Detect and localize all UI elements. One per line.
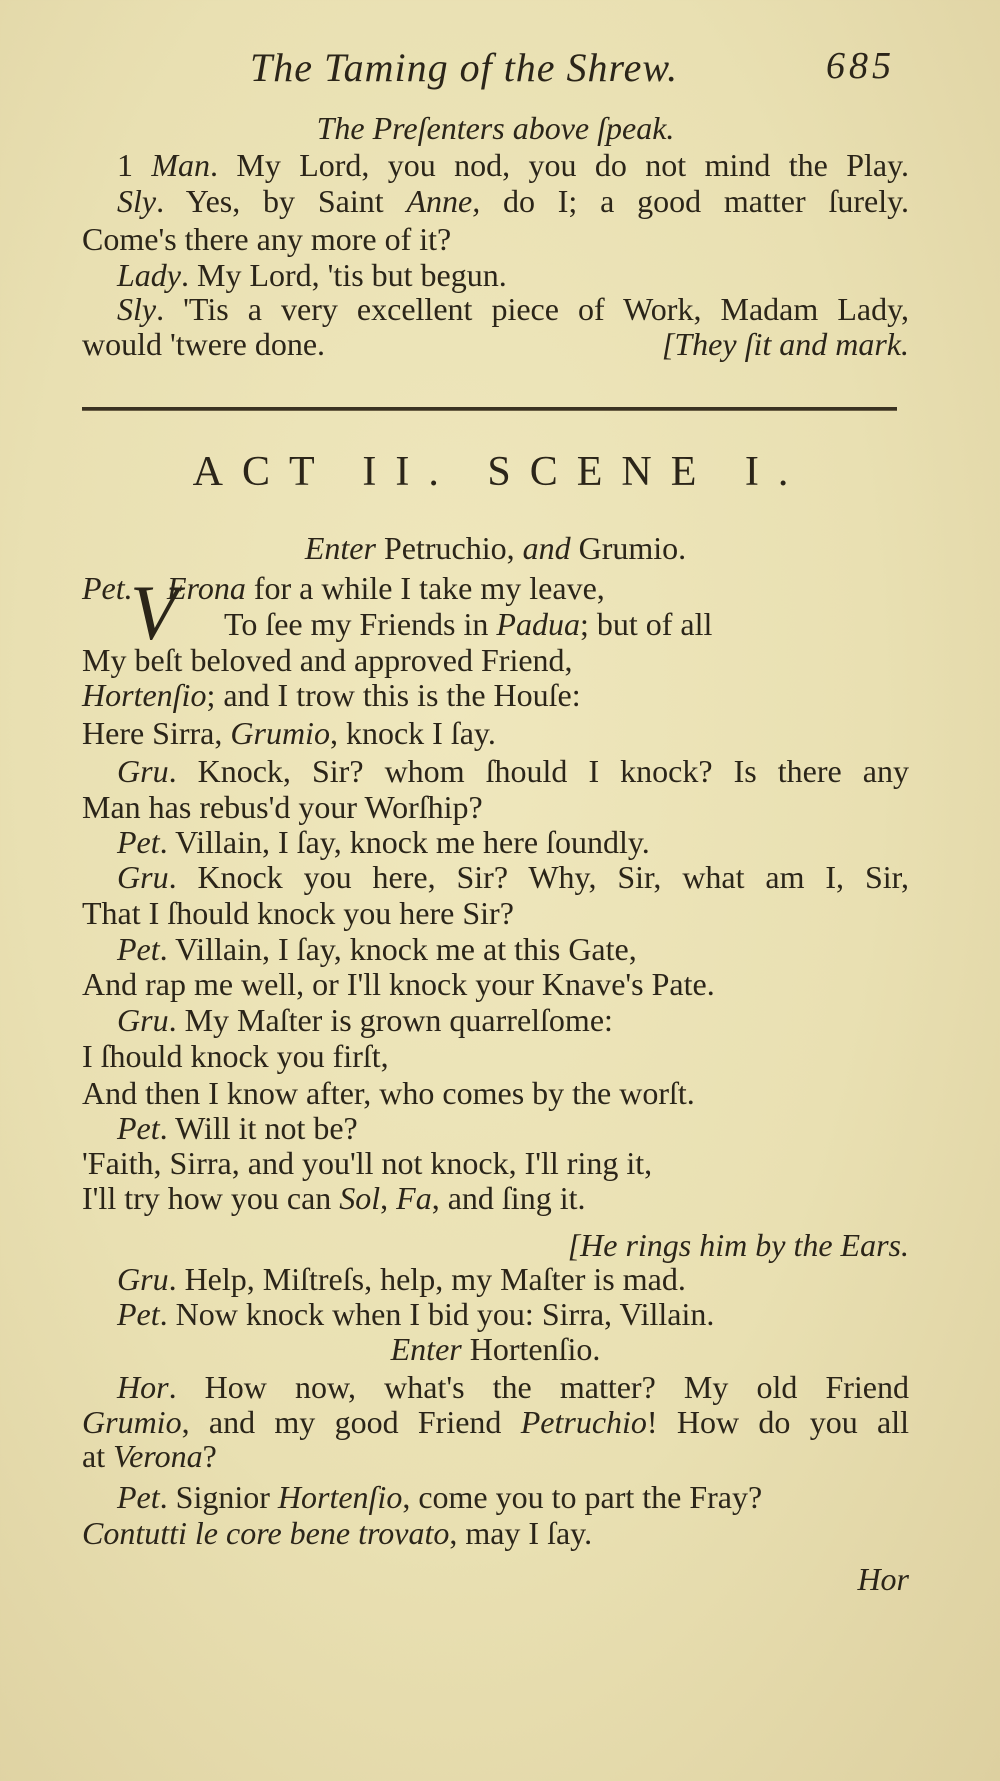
roman-text: Man has rebus'd your Worſhip? xyxy=(82,789,483,825)
italic-text: Gru xyxy=(117,859,169,895)
roman-text: , xyxy=(380,1180,397,1216)
text-line xyxy=(117,183,909,219)
roman-text: . 'Tis a very excellent piece of Work, Madam Lady, xyxy=(156,291,909,327)
roman-text: . How now, what's the matter? My old Friend xyxy=(168,1369,909,1405)
text-line xyxy=(82,1180,909,1216)
italic-text: Gru xyxy=(117,1261,169,1297)
italic-text: Hortenſio xyxy=(277,1479,403,1515)
text-line xyxy=(82,606,1000,642)
italic-text: Petruchio xyxy=(520,1404,647,1440)
roman-text: Here Sirra, xyxy=(82,715,231,751)
italic-text: Gru xyxy=(117,753,169,789)
text-line xyxy=(82,677,909,713)
italic-text: Enter xyxy=(304,530,384,566)
roman-text: would 'twere done. xyxy=(82,326,326,362)
roman-text: 'Faith, Sirra, and you'll not knock, I'll ring it, xyxy=(82,1145,653,1181)
italic-text: Hortenſio xyxy=(82,677,207,713)
text-line xyxy=(117,1369,909,1405)
text-line xyxy=(117,1479,909,1515)
roman-text: . Knock you here, Sir? Why, Sir, what am I, Sir, xyxy=(168,859,909,895)
roman-text: . My Lord, you nod, you do not mind the Play. xyxy=(210,147,910,183)
roman-text: , may I ſay. xyxy=(449,1515,593,1551)
text-line xyxy=(117,1110,909,1146)
italic-text: Pet xyxy=(117,824,160,860)
roman-text: My beſt beloved and approved Friend, xyxy=(82,642,573,678)
roman-text: . Villain, I ſay, knock me here ſoundly. xyxy=(159,824,650,860)
roman-text: at xyxy=(82,1438,114,1474)
text-line xyxy=(117,147,909,183)
italic-text: Padua xyxy=(496,606,580,642)
roman-text: ; but of all xyxy=(579,606,713,642)
roman-text: . Yes, by Saint xyxy=(156,183,407,219)
text-line xyxy=(82,715,909,751)
italic-text: Grumio xyxy=(230,715,330,751)
italic-text: Sly xyxy=(117,291,157,327)
text-line xyxy=(117,1002,909,1038)
italic-text: Pet xyxy=(117,1479,160,1515)
italic-text: Hor xyxy=(117,1369,169,1405)
italic-text: Lady xyxy=(117,257,181,293)
roman-text: I ſhould knock you firſt, xyxy=(82,1038,389,1074)
text-line xyxy=(82,1515,909,1551)
text-line xyxy=(82,789,909,825)
text-line xyxy=(82,530,909,566)
italic-text: Sly xyxy=(117,183,157,219)
italic-text: Pet xyxy=(117,931,160,967)
italic-text: The Preſenters above ſpeak. xyxy=(316,110,675,146)
text-line xyxy=(82,966,909,1002)
text-line xyxy=(82,1438,909,1474)
roman-text: for a while I take my leave, xyxy=(245,570,605,606)
roman-text: Grumio. xyxy=(570,530,687,566)
roman-text: Come's there any more of it? xyxy=(82,221,452,257)
text-line xyxy=(82,221,909,257)
roman-text: . Signior xyxy=(159,1479,278,1515)
text-line xyxy=(82,1561,909,1597)
text-line xyxy=(117,1261,909,1297)
roman-text: 1 xyxy=(117,147,152,183)
running-header-title: The Taming of the Shrew. xyxy=(250,45,679,90)
italic-text: Gru xyxy=(117,1002,169,1038)
page-number: 685 xyxy=(826,45,895,87)
text-line xyxy=(82,1331,909,1367)
roman-text: That I ſhould knock you here Sir? xyxy=(82,895,514,931)
text-line xyxy=(82,1075,909,1111)
italic-text: Grumio xyxy=(82,1404,182,1440)
drop-cap: V xyxy=(130,569,178,656)
roman-text: ! How do you all xyxy=(646,1404,910,1440)
italic-text: Sol xyxy=(339,1180,381,1216)
text-line xyxy=(117,257,909,293)
roman-text: , and my good Friend xyxy=(181,1404,521,1440)
italic-text: Man xyxy=(151,147,211,183)
italic-text: Verona xyxy=(113,1438,203,1474)
section-rule xyxy=(82,407,897,411)
text-line xyxy=(82,1227,909,1263)
text-line xyxy=(82,1404,909,1440)
text-line xyxy=(82,110,909,146)
italic-text: Hor xyxy=(857,1561,909,1597)
italic-text: [They ſit and mark. xyxy=(661,326,909,362)
italic-text: Anne, xyxy=(406,183,481,219)
text-line xyxy=(82,895,909,931)
italic-text: Erona xyxy=(167,570,246,606)
roman-text: I'll try how you can xyxy=(82,1180,340,1216)
roman-text: do I; a good matter ſurely. xyxy=(480,183,910,219)
roman-text: Hortenſio. xyxy=(469,1331,601,1367)
roman-text: , knock I ſay. xyxy=(329,715,496,751)
italic-text: Pet xyxy=(117,1296,160,1332)
act-heading: ACT II. SCENE I. xyxy=(192,449,808,495)
text-line xyxy=(117,931,909,967)
text-line xyxy=(117,824,909,860)
roman-text: ; and I trow this is the Houſe: xyxy=(206,677,581,713)
roman-text: . My Lord, 'tis but begun. xyxy=(181,257,507,293)
text-line xyxy=(117,1296,909,1332)
italic-text: Pet. xyxy=(82,570,133,606)
roman-text: . Help, Miſtreſs, help, my Maſter is mad. xyxy=(168,1261,686,1297)
roman-text: ? xyxy=(202,1438,217,1474)
text-line xyxy=(117,859,909,895)
roman-text: . Villain, I ſay, knock me at this Gate, xyxy=(159,931,637,967)
text-line xyxy=(117,753,909,789)
roman-text: Petruchio, xyxy=(383,530,523,566)
text-line xyxy=(117,291,909,327)
roman-text: To ſee my Friends in xyxy=(224,606,497,642)
roman-text: . Knock, Sir? whom ſhould I knock? Is there any xyxy=(168,753,909,789)
roman-text: And rap me well, or I'll knock your Knave's Pate. xyxy=(82,966,715,1002)
italic-text: and xyxy=(522,530,571,566)
roman-text: . My Maſter is grown quarrelſome: xyxy=(168,1002,613,1038)
italic-text: Enter xyxy=(390,1331,470,1367)
text-line xyxy=(82,1038,909,1074)
text-line xyxy=(82,642,909,678)
italic-text: [He rings him by the Ears. xyxy=(567,1227,909,1263)
roman-text: , and ſing it. xyxy=(431,1180,586,1216)
roman-text: . Now knock when I bid you: Sirra, Villain. xyxy=(159,1296,715,1332)
roman-text: And then I know after, who comes by the worſt. xyxy=(82,1075,695,1111)
roman-text: . Will it not be? xyxy=(159,1110,358,1146)
italic-text: Pet xyxy=(117,1110,160,1146)
italic-text: Fa xyxy=(396,1180,432,1216)
roman-text: , come you to part the Fray? xyxy=(402,1479,763,1515)
text-line xyxy=(82,1145,909,1181)
text-line xyxy=(82,570,994,606)
text-line xyxy=(82,326,909,362)
italic-text: Contutti le core bene trovato xyxy=(82,1515,450,1551)
